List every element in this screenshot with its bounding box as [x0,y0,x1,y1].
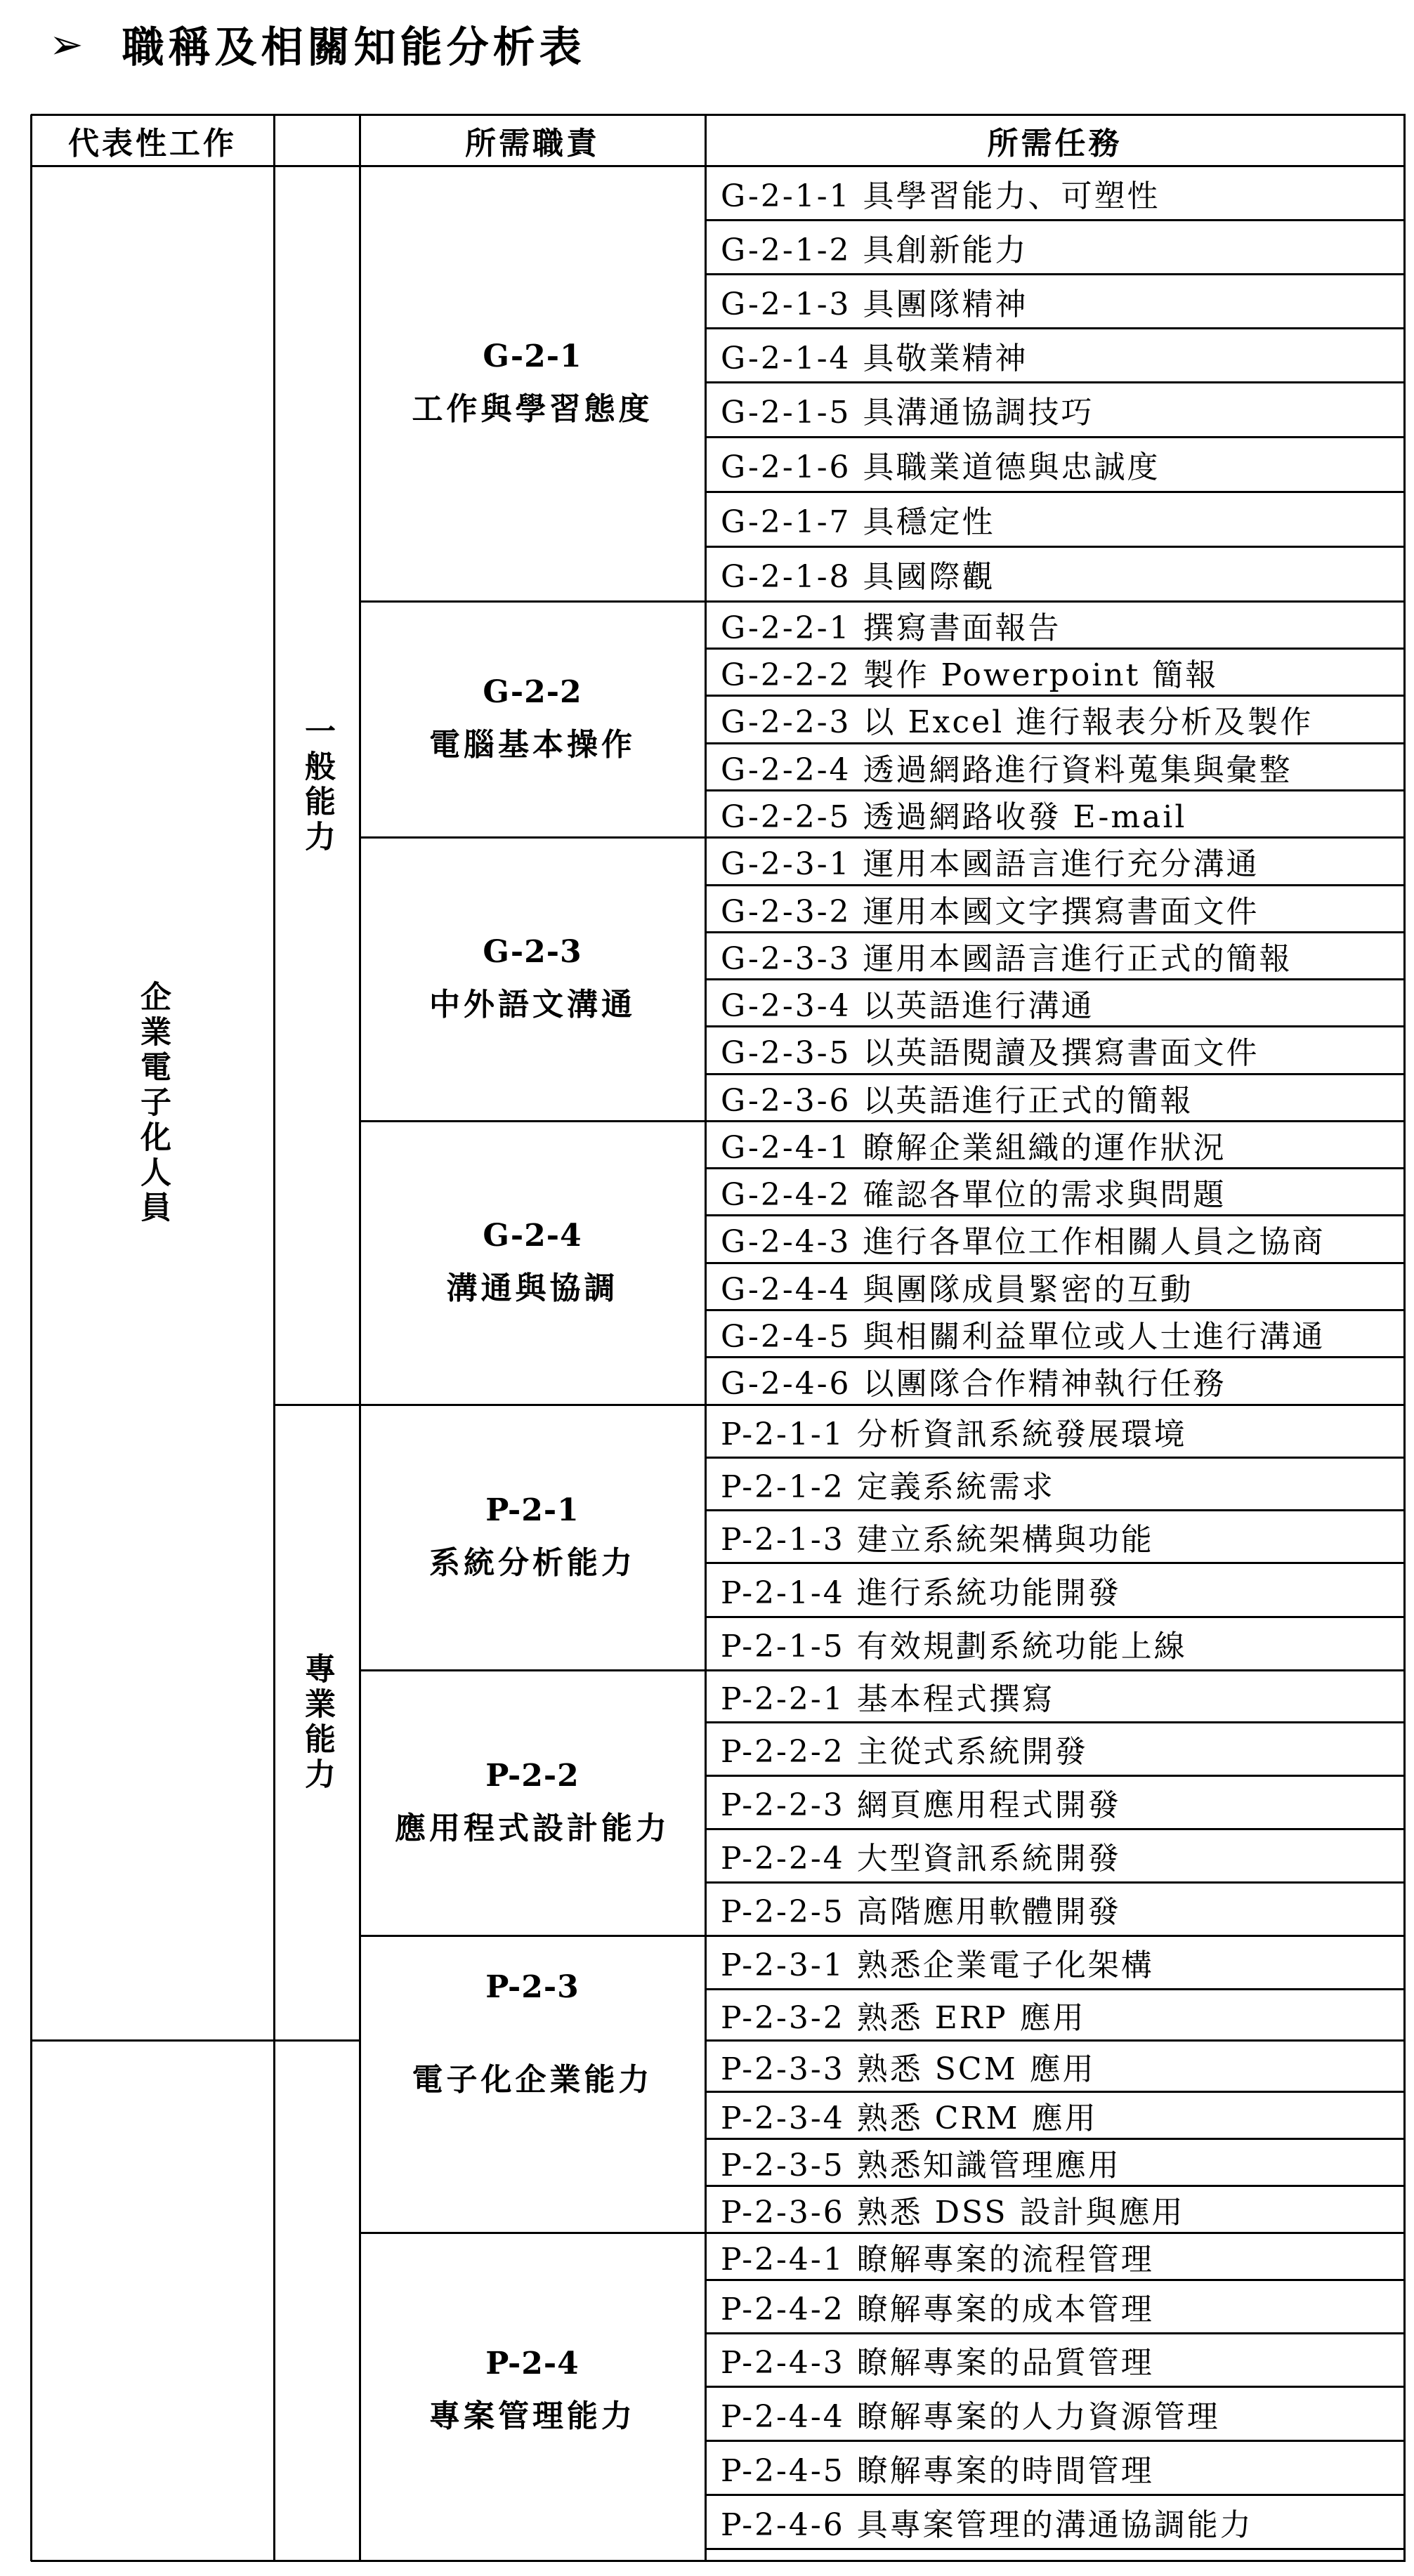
task-cell: G-2-4-6 以團隊合作精神執行任務 [721,1366,1226,1402]
task-row-divider [705,2494,1406,2496]
responsibility-cell [360,1936,705,2040]
task-row-divider [705,1721,1406,1723]
task-row-divider [705,2039,1406,2042]
representative-work-label: 企業電子化人員 [135,980,171,1226]
task-cell: P-2-3-5 熟悉知識管理應用 [721,2147,1121,2183]
task-row-divider [705,1988,1406,1990]
task-row-divider [705,546,1406,548]
task-cell: G-2-3-6 以英語進行正式的簡報 [721,1082,1193,1119]
column-divider [1403,114,1406,2561]
task-row-divider [705,1214,1406,1216]
responsibility-cell [360,1121,705,1405]
task-cell: G-2-1-5 具溝通協調技巧 [721,395,1094,431]
responsibility-code: G-2-3 [483,934,582,971]
task-row-divider [705,1669,1406,1671]
task-row-divider [705,436,1406,438]
table-border-bottom [31,2560,1406,2562]
task-cell: G-2-4-4 與團隊成員緊密的互動 [721,1271,1193,1308]
task-cell: G-2-1-7 具穩定性 [721,504,995,540]
category-general-label: 一般能力 [299,715,335,855]
task-cell: P-2-2-5 高階應用軟體開發 [721,1894,1121,1930]
task-row-divider [705,1881,1406,1884]
task-row-divider [705,2279,1406,2281]
task-row-divider [705,648,1406,650]
page-title: 職稱及相關知能分析表 [122,23,586,72]
task-row-divider [705,1616,1406,1618]
task-row-divider [705,742,1406,744]
responsibility-name: 電腦基本操作 [429,727,636,763]
task-row-divider [705,1562,1406,1564]
responsibility-cell-continued [360,2040,705,2233]
responsibility-code: G-2-2 [483,674,582,711]
task-cell: G-2-1-8 具國際觀 [721,559,995,595]
task-cell: G-2-3-4 以英語進行溝通 [721,987,1094,1024]
responsibility-name: 溝通與協調 [446,1270,619,1306]
responsibility-cell [360,2233,705,2549]
task-cell: G-2-3-5 以英語閱讀及撰寫書面文件 [721,1035,1259,1071]
category-professional [274,1405,360,2040]
responsibility-name: 系統分析能力 [429,1545,636,1581]
task-row-divider [705,1404,1406,1406]
task-cell: G-2-1-4 具敬業精神 [721,340,1028,376]
task-row-divider [705,219,1406,221]
task-cell: P-2-2-3 網頁應用程式開發 [721,1787,1121,1823]
responsibility-code: P-2-4 [485,2346,580,2382]
task-row-divider [705,327,1406,329]
task-cell: P-2-3-2 熟悉 ERP 應用 [721,1999,1086,2036]
task-cell: G-2-2-3 以 Excel 進行報表分析及製作 [721,704,1314,740]
responsibility-code: G-2-4 [483,1218,582,1254]
arrow-bullet-icon: ➢ [49,20,84,68]
header-representative-work: 代表性工作 [68,125,237,162]
competency-analysis-table [31,114,1405,2561]
task-cell: P-2-4-2 瞭解專案的成本管理 [721,2292,1154,2327]
table-border-top [31,114,1406,116]
responsibility-code: P-2-2 [485,1758,580,1794]
task-row-divider [705,600,1406,603]
task-row-divider [705,2332,1406,2334]
task-row-divider [705,1120,1406,1122]
task-row-divider [705,381,1406,383]
task-row-divider [705,1262,1406,1264]
task-cell: P-2-2-2 主從式系統開發 [721,1734,1088,1770]
task-row-divider [705,884,1406,886]
task-cell: P-2-3-6 熟悉 DSS 設計與應用 [721,2194,1185,2230]
category-general [274,166,360,1405]
task-cell: G-2-4-5 與相關利益單位或人士進行溝通 [721,1318,1325,1355]
task-cell: P-2-2-4 大型資訊系統開發 [721,1841,1121,1877]
task-cell: P-2-3-3 熟悉 SCM 應用 [721,2051,1096,2087]
task-cell: G-2-2-4 透過網路進行資料蒐集與彙整 [721,751,1292,788]
task-row-divider [705,2548,1406,2550]
task-row-divider [705,2440,1406,2442]
column-divider [705,114,707,2561]
task-cell: G-2-2-1 撰寫書面報告 [721,610,1061,646]
header-task: 所需任務 [987,125,1122,162]
task-cell: G-2-1-6 具職業道德與忠誠度 [721,449,1160,485]
task-row-divider [705,2232,1406,2234]
task-cell: P-2-4-6 具專案管理的溝通協調能力 [721,2506,1253,2543]
column-divider [30,114,32,2561]
task-row-divider [705,2185,1406,2187]
responsibility-name: 工作與學習態度 [412,391,653,427]
header-responsibility: 所需職責 [465,125,600,162]
header-category [274,114,360,166]
responsibility-name: 專案管理能力 [429,2398,636,2434]
task-row-divider [705,1775,1406,1777]
task-cell: G-2-2-2 製作 Powerpoint 簡報 [721,657,1219,693]
category-divider [274,1404,361,1406]
task-cell: G-2-1-3 具團隊精神 [721,286,1028,322]
task-cell: G-2-3-2 運用本國文字撰寫書面文件 [721,893,1259,930]
responsibility-name: 應用程式設計能力 [395,1811,670,1846]
task-cell: G-2-3-1 運用本國語言進行充分溝通 [721,846,1259,882]
task-row-divider [705,273,1406,275]
responsibility-cell [360,1670,705,1936]
page-heading [49,13,586,76]
task-row-divider [705,789,1406,791]
task-cell: G-2-4-1 瞭解企業組織的運作狀況 [721,1129,1226,1166]
task-row-divider [705,931,1406,933]
task-cell: P-2-3-4 熟悉 CRM 應用 [721,2100,1098,2136]
task-cell: P-2-4-3 瞭解專案的品質管理 [721,2345,1154,2381]
task-cell: P-2-1-4 進行系統功能開發 [721,1575,1121,1611]
category-professional-label: 專業能力 [299,1652,335,1793]
task-cell: G-2-1-1 具學習能力、可塑性 [721,178,1160,214]
task-cell: P-2-1-2 定義系統需求 [721,1468,1055,1505]
task-row-divider [705,1509,1406,1511]
task-row-divider [705,1073,1406,1075]
task-row-divider [705,491,1406,493]
task-cell: P-2-2-1 基本程式撰寫 [721,1681,1055,1717]
column-divider [273,114,275,2561]
task-row-divider [705,2091,1406,2093]
task-row-divider [705,2138,1406,2140]
task-row-divider [705,1457,1406,1459]
representative-work-cell [31,166,274,2040]
task-cell: G-2-4-2 確認各單位的需求與問題 [721,1176,1226,1213]
task-cell: P-2-4-5 瞭解專案的時間管理 [721,2452,1154,2489]
task-row-divider [705,1025,1406,1027]
task-cell: G-2-2-5 透過網路收發 E-mail [721,799,1187,835]
task-cell: G-2-1-2 具創新能力 [721,232,1028,268]
responsibility-name: 中外語文溝通 [429,987,636,1023]
responsibility-code: P-2-1 [485,1492,580,1529]
task-row-divider [705,1828,1406,1830]
task-cell: P-2-1-3 建立系統架構與功能 [721,1521,1154,1558]
responsibility-cell [360,837,705,1121]
page-break-line [31,2039,361,2042]
responsibility-cell [360,601,705,837]
task-row-divider [705,836,1406,839]
task-cell: G-2-4-3 進行各單位工作相關人員之協商 [721,1224,1325,1260]
task-row-divider [705,978,1406,980]
task-cell: P-2-4-4 瞭解專案的人力資源管理 [721,2398,1220,2435]
task-cell: P-2-1-5 有效規劃系統功能上線 [721,1629,1187,1664]
task-row-divider [705,1309,1406,1311]
task-row-divider [705,1935,1406,1937]
task-cell: P-2-4-1 瞭解專案的流程管理 [721,2241,1154,2278]
task-row-divider [705,1167,1406,1169]
task-row-divider [705,2386,1406,2388]
responsibility-code: P-2-3 [485,1969,580,2006]
task-cell: G-2-3-3 運用本國語言進行正式的簡報 [721,940,1292,977]
task-row-divider [705,1356,1406,1358]
responsibility-cell [360,1405,705,1670]
header-divider [31,165,1406,167]
task-row-divider [705,695,1406,697]
responsibility-name: 電子化企業能力 [412,2062,653,2098]
column-divider [359,114,361,2561]
responsibility-code: G-2-1 [483,339,582,375]
task-cell: P-2-1-1 分析資訊系統發展環境 [721,1416,1187,1452]
responsibility-cell [360,166,705,601]
task-cell: P-2-3-1 熟悉企業電子化架構 [721,1947,1154,1983]
